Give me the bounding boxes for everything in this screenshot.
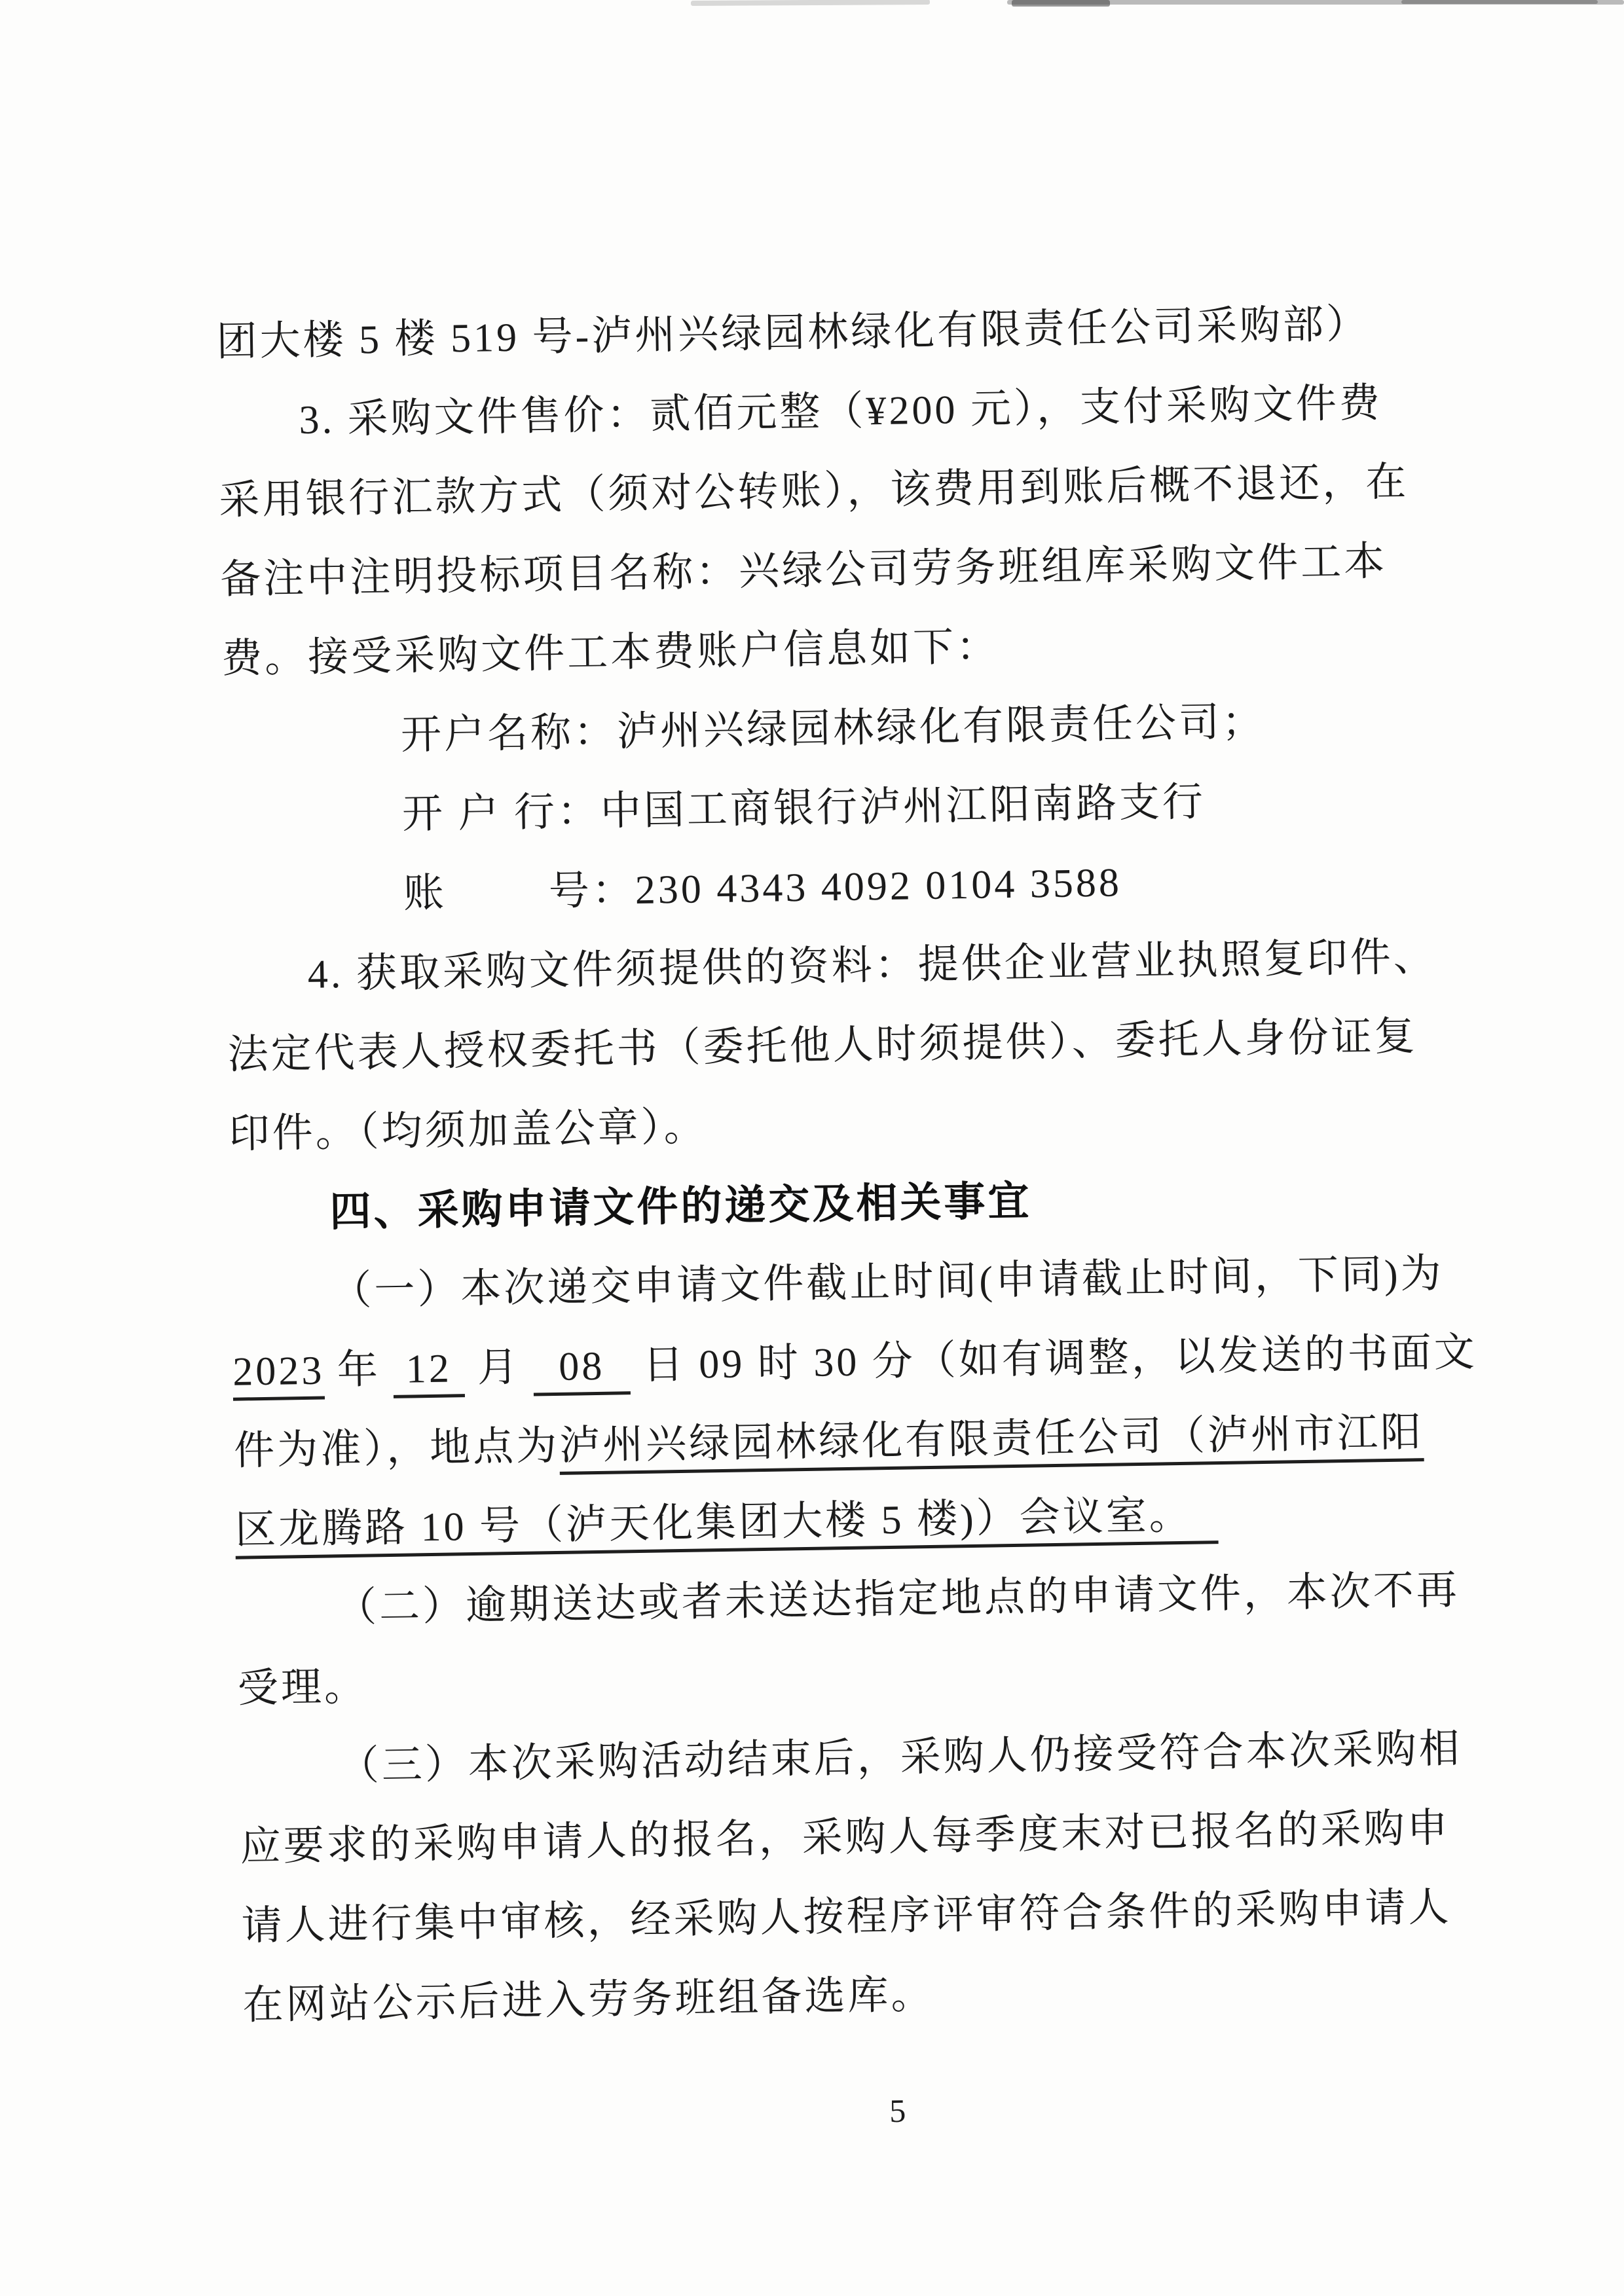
text-span: （二）逾期送达或者未送达指定地点的申请文件，本次不再 [335, 1568, 1460, 1631]
text-span: 印件。（均须加盖公章）。 [229, 1104, 708, 1157]
text-span: 开 户 行：中国工商银行泸州江阳南路支行 [401, 780, 1206, 837]
text-span: 件为准），地点为 [233, 1423, 560, 1474]
scan-artifact-top [691, 0, 930, 6]
scan-artifact-top [1401, 0, 1598, 4]
text-span: 费。接受采购文件工本费账户信息如下： [221, 625, 1000, 682]
text-span: 采用银行汇款方式（须对公转账），该费用到账后概不退还，在 [218, 460, 1409, 523]
page-number: 5 [889, 2092, 906, 2130]
text-span: 备注中注明投标项目名称：兴绿公司劳务班组库采购文件工本 [219, 539, 1388, 602]
text-span: 法定代表人授权委托书（委托他人时须提供）、委托人身份证复 [227, 1014, 1418, 1078]
underlined-text: 泸州兴绿园林绿化有限责任公司（泸州市江阳 [559, 1410, 1424, 1475]
underlined-text: 区龙腾路 10 号（泸天化集团大楼 5 楼)）会议室。 [235, 1493, 1219, 1559]
underlined-text: 2023 [232, 1349, 325, 1401]
text-span: 开户名称：泸州兴绿园林绿化有限责任公司； [400, 699, 1266, 758]
text-span: 4. 获取采购文件须提供的资料：提供企业营业执照复印件、 [307, 934, 1437, 997]
underlined-text: 08 [533, 1343, 631, 1396]
text-span: 应要求的采购申请人的报名，采购人每季度末对已报名的采购申 [240, 1806, 1451, 1870]
text-span: 请人进行集中审核，经采购人按程序评审符合条件的采购申请人 [241, 1885, 1452, 1949]
text-span: 年 [323, 1347, 394, 1393]
text-span: 在网站公示后进入劳务班组备选库。 [242, 1973, 934, 2028]
text-span: 日 09 时 30 分（如有调整，以发送的书面文 [629, 1330, 1478, 1389]
document-body [216, 283, 1478, 2130]
text-span: 受理。 [237, 1664, 368, 1711]
text-span: 3. 采购文件售价：贰佰元整（¥200 元），支付采购文件费 [298, 380, 1383, 443]
text-span: 账 号：230 4343 4092 0104 3588 [403, 860, 1122, 917]
text-span: （三）本次采购活动结束后，采购人仍接受符合本次采购相 [338, 1726, 1463, 1789]
text-span: 月 [464, 1345, 534, 1391]
text-span: （一）本次递交申请文件截止时间(申请截止时间，下同)为 [330, 1251, 1445, 1314]
text-span: 团大楼 5 楼 519 号-泸州兴绿园林绿化有限责任公司采购部） [216, 302, 1370, 365]
underlined-text: 12 [393, 1346, 465, 1398]
text-span: 四、采购申请文件的递交及相关事宜 [329, 1178, 1032, 1235]
scan-artifact-top [1012, 0, 1110, 7]
